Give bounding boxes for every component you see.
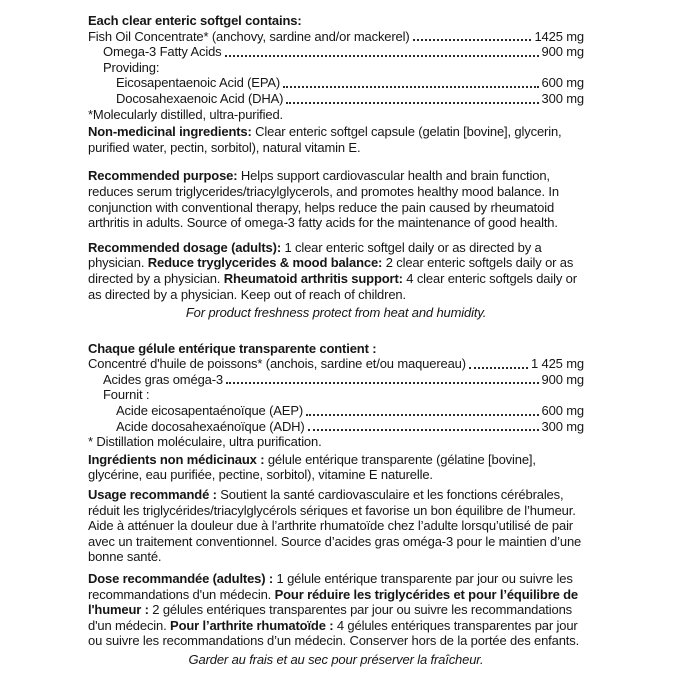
ingredient-row-fish-oil-fr (88, 356, 584, 372)
ingredient-amount: 900 mg (541, 44, 584, 60)
dot-leader (283, 86, 538, 88)
ingredient-row-omega3-fr (88, 372, 584, 388)
non-medicinal-en: Non-medicinal ingredients: Clear enteric softgel capsule (gelatin [bovine], glycerin, purified water, pectin, sorbitol), natural vitamin E. (88, 124, 562, 155)
ingredient-name: Eicosapentaenoic Acid (EPA) (116, 75, 281, 91)
freshness-note-fr: Garder au frais et au sec pour préserver la fraîcheur. (188, 651, 484, 667)
dot-leader (308, 429, 539, 431)
ingredient-amount: 300 mg (541, 418, 584, 434)
ingredient-name: Concentré d'huile de poissons* (anchois, sardine et/ou maquereau) (88, 356, 466, 372)
ingredient-name: Docosahexaenoic Acid (DHA) (116, 90, 284, 106)
dot-leader (306, 414, 539, 416)
footnote-en: *Molecularly distilled, ultra-purified. (88, 106, 284, 122)
providing-label: Providing: (103, 59, 160, 75)
recommended-dosage-fr: Dose recommandée (adultes) : 1 gélule entérique transparente par jour ou suivre les recommandations d'un médecin. Pour réduire les triglycérides et pour l’équilibre de l'humeur : 2 gélules entériques transparentes par jour ou suivre les recommandations d'un médecin. Pour l’arthrite rhumatoïde : 4 gélules entériques transparentes par jour ou suivre les recommandations d’un médecin. Conserver hors de la portée des enfants. (88, 571, 580, 649)
dot-leader (469, 367, 528, 369)
ingredient-amount: 1 425 mg (530, 356, 584, 372)
ingredient-row-epa-fr (88, 403, 584, 419)
ingredient-amount: 600 mg (541, 403, 584, 419)
ingredient-row-dha-fr (88, 419, 584, 435)
providing-label-fr: Fournit : (103, 387, 150, 403)
ingredient-row-omega3 (88, 44, 584, 60)
ingredient-row-dha (88, 91, 584, 107)
dot-leader (286, 102, 538, 104)
freshness-note-en: For product freshness protect from heat and humidity. (185, 305, 487, 321)
ingredient-amount: 300 mg (541, 90, 584, 106)
ingredient-amount: 600 mg (541, 75, 584, 91)
ingredient-amount: 900 mg (541, 371, 584, 387)
recommended-purpose-en: Recommended purpose: Helps support cardiovascular health and brain function, reduces serum triglycerides/triacylglycerols, and promotes healthy mood balance. In conjunction with conventional therapy, helps reduce the pain caused by rheumatoid arthritis in adults. Source of omega-3 fatty acids for the maintenance of good health. (88, 168, 559, 231)
ingredient-name: Acides gras oméga-3 (103, 371, 223, 387)
dot-leader (226, 382, 539, 384)
ingredient-amount: 1425 mg (534, 28, 584, 44)
non-medicinal-fr: Ingrédients non médicinaux : gélule entérique transparente (gélatine [bovine], glycérine, eau purifiée, pectine, sorbitol), vitamine E naturelle. (88, 451, 536, 483)
recommended-purpose-fr: Usage recommandé : Soutient la santé cardiovasculaire et les fonctions cérébrales, réduit les triglycérides/triacylglycérols sériques et favorise un bon équilibre de l’humeur. Aide à atténuer la douleur due à l’arthrite rhumatoïde chez l’adulte lorsqu’utilisé de pair avec un traitement conventionnel. Source d’acides gras oméga-3 pour le maintien d’une bonne santé. (88, 487, 582, 565)
ingredient-row-epa (88, 75, 584, 91)
facts-heading-fr: Chaque gélule entérique transparente contient : (88, 340, 377, 356)
facts-heading-en: Each clear enteric softgel contains: (88, 13, 302, 28)
ingredient-name: Acide docosahexaénoïque (ADH) (116, 418, 305, 434)
dot-leader (225, 55, 539, 57)
ingredient-name: Omega-3 Fatty Acids (103, 44, 222, 60)
ingredient-row-fish-oil (88, 29, 584, 45)
french-section (88, 341, 584, 668)
recommended-dosage-en: Recommended dosage (adults): 1 clear enteric softgel daily or as directed by a physician. Reduce tryglycerides & mood balance: 2 clear enteric softgels daily or as directed by a physician. Rheumatoid arthritis support: 4 clear enteric softgels daily or as directed by a physician. Keep out of reach of children. (88, 239, 577, 302)
english-section (88, 13, 584, 321)
ingredient-name: Fish Oil Concentrate* (anchovy, sardine and/or mackerel) (88, 28, 410, 44)
footnote-fr: * Distillation moléculaire, ultra purification. (88, 434, 322, 450)
ingredient-name: Acide eicosapentaénoïque (AEP) (116, 403, 304, 419)
dot-leader (413, 39, 532, 41)
